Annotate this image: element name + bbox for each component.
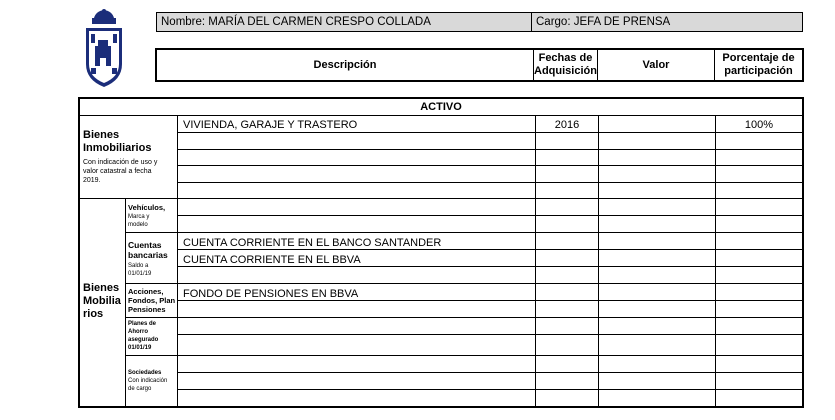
acciones-row-1: FONDO DE PENSIONES EN BBVA	[183, 288, 359, 300]
activo-table	[78, 97, 804, 408]
acciones-label: Acciones, Fondos, Plan Pensiones	[128, 287, 176, 314]
mobiliarios-label: Bienes Mobilia rios	[83, 282, 121, 320]
activo-title: ACTIVO	[80, 99, 802, 116]
sociedades-note: Con indicación de cargo	[128, 378, 168, 392]
cuenta-row-2: CUENTA CORRIENTE EN EL BBVA	[183, 254, 361, 266]
vehiculos-note: Marca y modelo	[128, 214, 150, 228]
col-porcentaje: Porcentaje de participación	[722, 52, 795, 77]
vehiculos-label: Vehículos,	[128, 203, 166, 212]
inmobiliario-descripcion: VIVIENDA, GARAJE Y TRASTERO	[183, 119, 358, 131]
cargo-field: Cargo: JEFA DE PRENSA	[532, 12, 803, 32]
cuenta-row-1: CUENTA CORRIENTE EN EL BANCO SANTANDER	[183, 237, 442, 249]
cuentas-note: Saldo a 01/01/19	[128, 263, 152, 277]
inmobiliario-porcentaje: 100%	[744, 119, 774, 131]
col-valor: Valor	[642, 58, 670, 71]
cuentas-label: Cuentas bancarias	[128, 240, 168, 260]
planes-label: Planes de Ahorro asegurado 01/01/19	[128, 321, 159, 351]
col-descripcion: Descripción	[313, 58, 377, 71]
sociedades-label: Sociedades	[128, 370, 162, 376]
inmobiliarios-label: Bienes Inmobiliarios	[83, 129, 152, 154]
nombre-field: Nombre: MARÍA DEL CARMEN CRESPO COLLADA	[156, 12, 532, 32]
column-header-table	[155, 48, 804, 82]
inmobiliarios-note: Con indicación de uso y valor catastral a fecha 2019.	[83, 159, 158, 184]
inmobiliario-fecha: 2016	[554, 119, 580, 131]
col-fechas: Fechas de Adquisición	[534, 52, 597, 77]
coat-of-arms-logo	[82, 8, 126, 90]
